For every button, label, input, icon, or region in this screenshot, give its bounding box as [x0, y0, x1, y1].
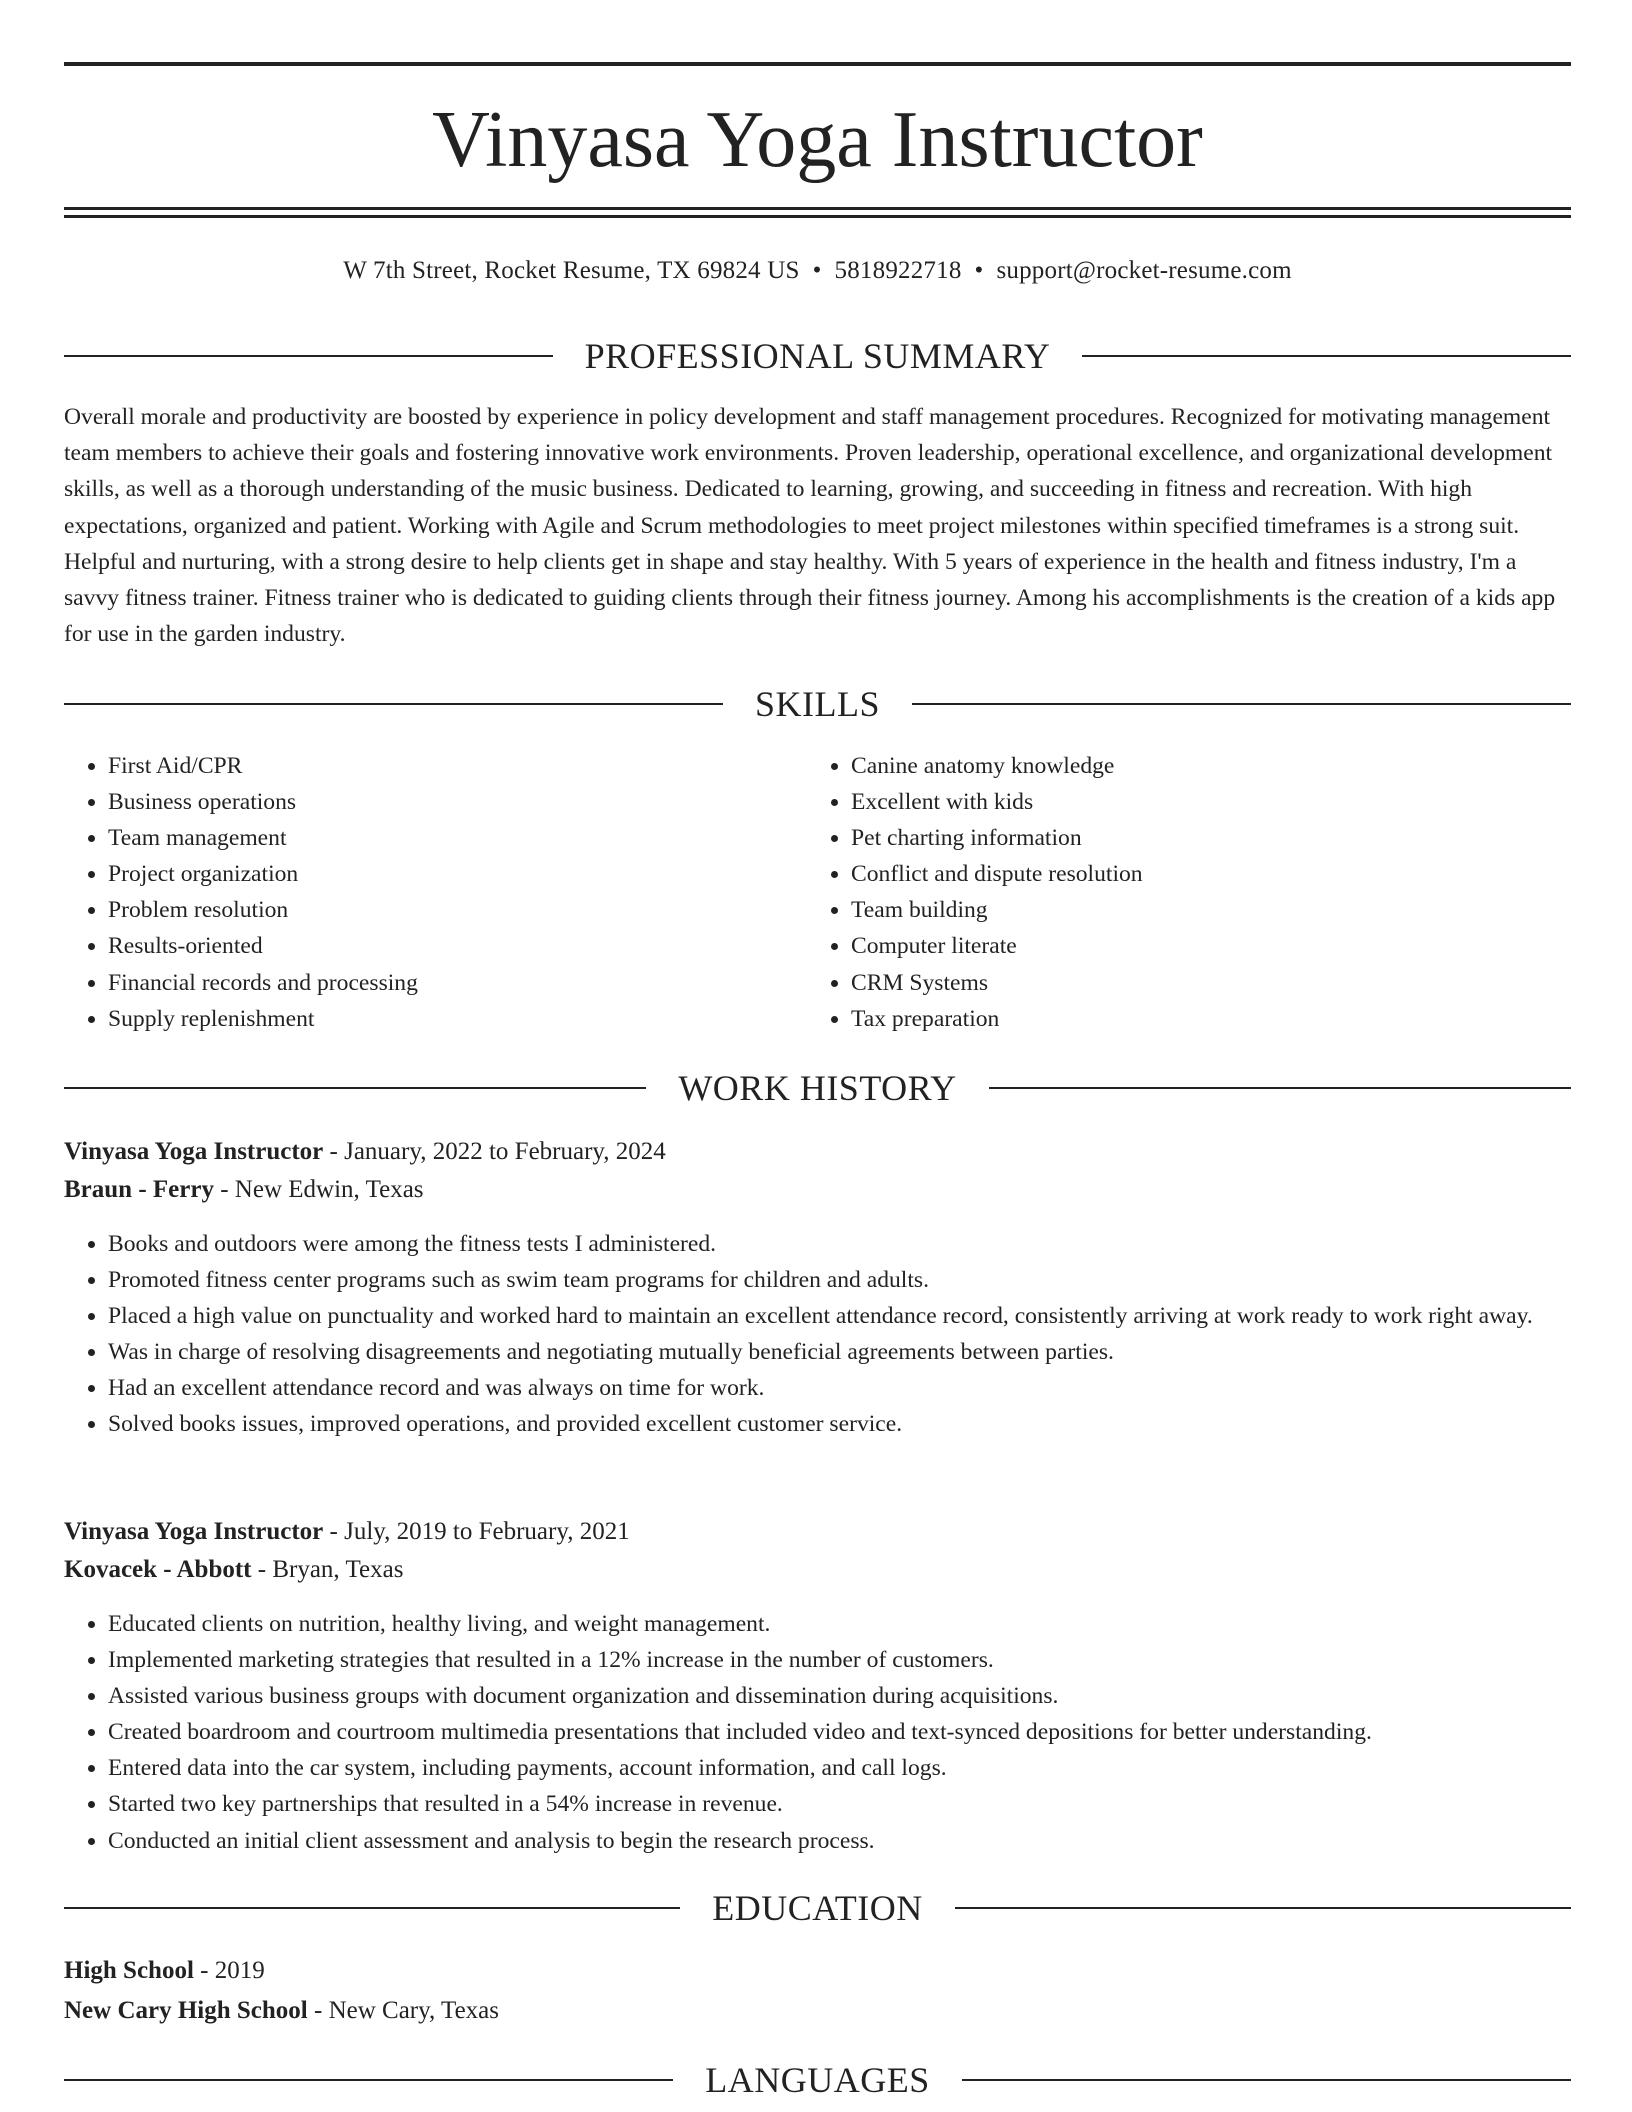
job-bullet: • Educated clients on nutrition, healthy living, and weight management. — [108, 1606, 1571, 1642]
divider — [64, 2079, 673, 2081]
skill-item: • Team management — [108, 820, 807, 856]
contact-phone: 5818922718 — [834, 257, 962, 284]
skill-item: • Results-oriented — [108, 928, 807, 964]
skill-item: • Excellent with kids — [851, 784, 1550, 820]
job-title: Vinyasa Yoga Instructor — [64, 1518, 324, 1545]
job-bullet: • Was in charge of resolving disagreements and negotiating mutually beneficial agreements between parties. — [108, 1334, 1571, 1370]
education-year: - 2019 — [193, 1957, 265, 1984]
job-bullet: • Books and outdoors were among the fitness tests I administered. — [108, 1226, 1571, 1262]
section-title: SKILLS — [755, 684, 881, 724]
contact-address: W 7th Street, Rocket Resume, TX 69824 US — [343, 257, 800, 284]
section-title: WORK HISTORY — [678, 1068, 957, 1108]
education-degree: High School — [64, 1957, 194, 1984]
divider — [989, 1087, 1571, 1089]
education-entry — [64, 1951, 1571, 2031]
job-company: Kovacek - Abbott — [64, 1556, 252, 1583]
contact-email: support@rocket-resume.com — [996, 257, 1292, 284]
contact-separator: • — [812, 257, 822, 284]
job-location: - New Edwin, Texas — [213, 1176, 424, 1203]
job-bullets — [64, 1606, 1571, 1859]
divider — [962, 2079, 1571, 2081]
divider — [64, 703, 723, 705]
top-rule — [64, 62, 1571, 66]
education-school: New Cary High School — [64, 1997, 308, 2024]
skill-item: • Business operations — [108, 784, 807, 820]
title-rule-lower — [64, 215, 1571, 218]
job-entry — [64, 1513, 1571, 1859]
job-title: Vinyasa Yoga Instructor — [64, 1138, 324, 1165]
work-heading — [64, 1068, 1571, 1108]
job-bullet: • Solved books issues, improved operations, and provided excellent customer service. — [108, 1406, 1571, 1442]
job-company-row — [64, 1551, 1571, 1589]
job-dates: - January, 2022 to February, 2024 — [323, 1138, 666, 1165]
job-bullet: • Created boardroom and courtroom multimedia presentations that included video and text-synced depositions for better understanding. — [108, 1714, 1571, 1750]
skills-list — [64, 748, 1571, 1037]
job-company-row — [64, 1171, 1571, 1209]
section-title: PROFESSIONAL SUMMARY — [584, 336, 1051, 376]
job-dates: - July, 2019 to February, 2021 — [323, 1518, 630, 1545]
section-title: LANGUAGES — [705, 2060, 930, 2100]
divider — [1082, 355, 1571, 357]
job-bullet: • Conducted an initial client assessment and analysis to begin the research process. — [108, 1823, 1571, 1859]
divider — [64, 355, 553, 357]
job-bullet: • Had an excellent attendance record and was always on time for work. — [108, 1370, 1571, 1406]
skill-item: • CRM Systems — [851, 965, 1550, 1001]
summary-text: Overall morale and productivity are boosted by experience in policy development and staff management procedures. Recognized for motivating management team members to achieve their goals and fostering innovative work environments. Proven leadership, operational excellence, and organizational development skills, as well as a thorough understanding of the music business. Dedicated to learning, growing, and succeeding in fitness and recreation. With high expectations, organized and patient. Working with Agile and Scrum methodologies to meet project milestones within specified timeframes is a strong suit. Helpful and nurturing, with a strong desire to help clients get in shape and stay healthy. With 5 years of experience in the health and fitness industry, I'm a savvy fitness trainer. Fitness trainer who is dedicated to guiding clients through their fitness journey. Among his accomplishments is the creation of a kids app for use in the garden industry. — [64, 404, 1556, 648]
divider — [955, 1907, 1571, 1909]
skills-column-left — [64, 748, 807, 1037]
education-location: - New Cary, Texas — [307, 1997, 499, 2024]
education-school-row — [64, 1991, 1571, 2031]
skill-item: • Conflict and dispute resolution — [851, 856, 1550, 892]
job-entry — [64, 1133, 1571, 1443]
job-bullet: • Promoted fitness center programs such as swim team programs for children and adults. — [108, 1262, 1571, 1298]
skill-item: • Pet charting information — [851, 820, 1550, 856]
education-degree-row — [64, 1951, 1571, 1991]
job-bullet: • Assisted various business groups with document organization and dissemination during acquisitions. — [108, 1678, 1571, 1714]
skill-item: • Project organization — [108, 856, 807, 892]
skill-item: • Tax preparation — [851, 1001, 1550, 1037]
job-bullet: • Entered data into the car system, including payments, account information, and call logs. — [108, 1750, 1571, 1786]
contact-separator: • — [974, 257, 984, 284]
job-location: - Bryan, Texas — [251, 1556, 404, 1583]
summary-heading — [64, 336, 1571, 376]
job-bullets — [64, 1226, 1571, 1443]
job-title-row — [64, 1133, 1571, 1171]
job-bullet: • Started two key partnerships that resulted in a 54% increase in revenue. — [108, 1786, 1571, 1822]
job-bullet: • Implemented marketing strategies that resulted in a 12% increase in the number of customers. — [108, 1642, 1571, 1678]
contact-line — [64, 255, 1571, 287]
skill-item: • Canine anatomy knowledge — [851, 748, 1550, 784]
skill-item: • Team building — [851, 892, 1550, 928]
skill-item: • Supply replenishment — [108, 1001, 807, 1037]
divider — [912, 703, 1571, 705]
skill-item: • Problem resolution — [108, 892, 807, 928]
title-rule-upper — [64, 207, 1571, 210]
job-bullet: • Placed a high value on punctuality and worked hard to maintain an excellent attendance record, consistently arriving at work ready to work right away. — [108, 1298, 1571, 1334]
skill-item: • Computer literate — [851, 928, 1550, 964]
page-title: Vinyasa Yoga Instructor — [432, 96, 1203, 184]
divider — [64, 1907, 680, 1909]
job-company: Braun - Ferry — [64, 1176, 214, 1203]
section-title: EDUCATION — [712, 1888, 923, 1928]
divider — [64, 1087, 646, 1089]
languages-heading — [64, 2060, 1571, 2100]
skill-item: • First Aid/CPR — [108, 748, 807, 784]
job-title-row — [64, 1513, 1571, 1551]
skill-item: • Financial records and processing — [108, 965, 807, 1001]
skills-column-right — [807, 748, 1550, 1037]
skills-heading — [64, 684, 1571, 724]
education-heading — [64, 1888, 1571, 1928]
